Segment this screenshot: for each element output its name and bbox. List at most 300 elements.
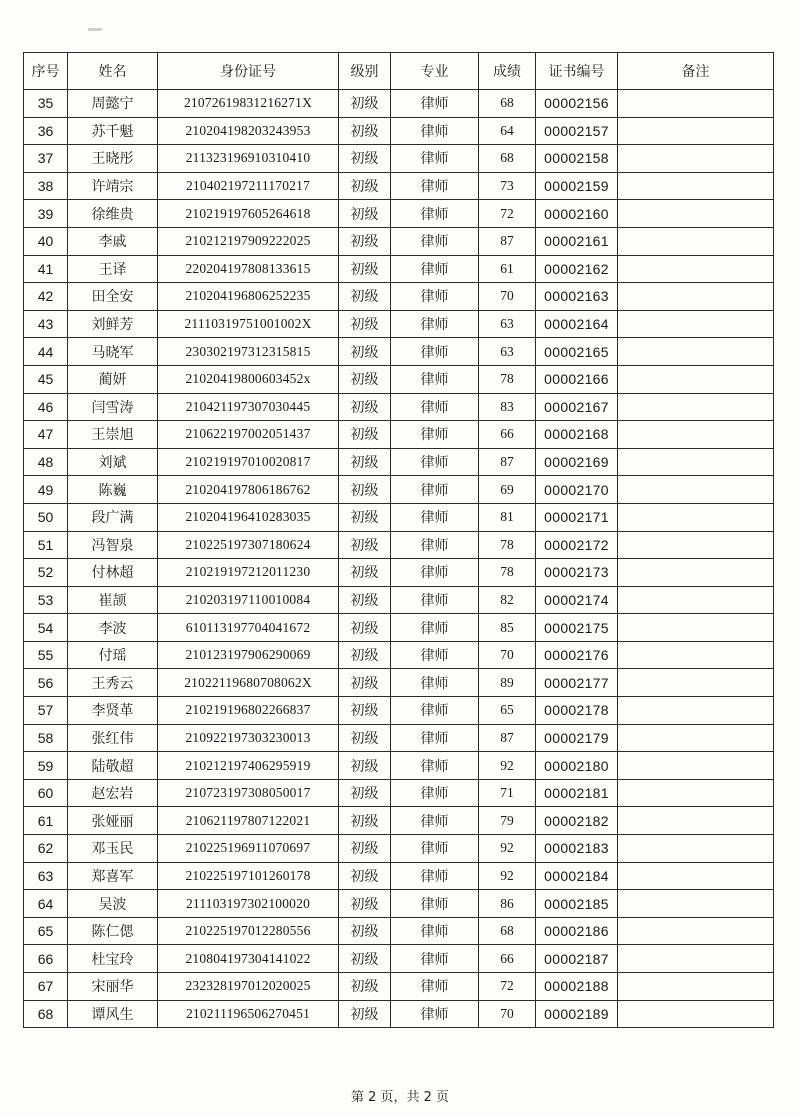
major-cell: 律师 <box>391 503 479 531</box>
table-row <box>24 172 774 200</box>
major-cell: 律师 <box>391 90 479 118</box>
remark-cell <box>618 945 774 973</box>
row-number-cell: 64 <box>24 890 68 918</box>
id-number-cell: 210225196911070697 <box>158 835 339 863</box>
major-cell: 律师 <box>391 421 479 449</box>
remark-cell <box>618 338 774 366</box>
id-number-cell: 21072619831216271X <box>158 90 339 118</box>
id-number-cell: 21022119680708062X <box>158 669 339 697</box>
major-cell: 律师 <box>391 724 479 752</box>
remark-cell <box>618 365 774 393</box>
table-row <box>24 973 774 1001</box>
row-number-cell: 53 <box>24 586 68 614</box>
score-cell: 79 <box>479 807 536 835</box>
certificate-number-cell: 00002183 <box>536 835 618 863</box>
remark-cell <box>618 117 774 145</box>
remark-cell <box>618 283 774 311</box>
row-number-cell: 67 <box>24 973 68 1001</box>
person-name-cell: 赵宏岩 <box>68 779 158 807</box>
table-row <box>24 669 774 697</box>
certificate-number-cell: 00002184 <box>536 862 618 890</box>
certificate-number-cell: 00002189 <box>536 1000 618 1028</box>
table-row <box>24 752 774 780</box>
remark-cell <box>618 724 774 752</box>
score-cell: 63 <box>479 338 536 366</box>
remark-cell <box>618 835 774 863</box>
id-number-cell: 210421197307030445 <box>158 393 339 421</box>
id-number-cell: 211323196910310410 <box>158 145 339 173</box>
table-row <box>24 200 774 228</box>
id-number-cell: 210219196802266837 <box>158 697 339 725</box>
row-number-cell: 65 <box>24 917 68 945</box>
certificate-number-cell: 00002167 <box>536 393 618 421</box>
table-row <box>24 117 774 145</box>
table-row <box>24 890 774 918</box>
remark-cell <box>618 559 774 587</box>
score-cell: 81 <box>479 503 536 531</box>
remark-cell <box>618 890 774 918</box>
certificate-number-cell: 00002172 <box>536 531 618 559</box>
person-name-cell: 王译 <box>68 255 158 283</box>
person-name-cell: 谭风生 <box>68 1000 158 1028</box>
person-name-cell: 付瑶 <box>68 641 158 669</box>
table-row <box>24 90 774 118</box>
table-row <box>24 531 774 559</box>
table-row <box>24 586 774 614</box>
score-cell: 72 <box>479 973 536 1001</box>
level-cell: 初级 <box>339 586 391 614</box>
level-cell: 初级 <box>339 338 391 366</box>
major-cell: 律师 <box>391 945 479 973</box>
remark-cell <box>618 614 774 642</box>
score-cell: 72 <box>479 200 536 228</box>
table-row <box>24 945 774 973</box>
certificate-number-cell: 00002161 <box>536 227 618 255</box>
table-row <box>24 697 774 725</box>
level-cell: 初级 <box>339 807 391 835</box>
level-cell: 初级 <box>339 559 391 587</box>
row-number-cell: 39 <box>24 200 68 228</box>
header-id-number: 身份证号 <box>158 53 339 90</box>
header-level: 级别 <box>339 53 391 90</box>
remark-cell <box>618 172 774 200</box>
scan-speck <box>88 28 102 31</box>
level-cell: 初级 <box>339 172 391 200</box>
certificate-number-cell: 00002175 <box>536 614 618 642</box>
table-row <box>24 421 774 449</box>
score-cell: 83 <box>479 393 536 421</box>
score-cell: 61 <box>479 255 536 283</box>
major-cell: 律师 <box>391 807 479 835</box>
score-cell: 65 <box>479 697 536 725</box>
level-cell: 初级 <box>339 835 391 863</box>
person-name-cell: 张娅丽 <box>68 807 158 835</box>
remark-cell <box>618 917 774 945</box>
header-remark: 备注 <box>618 53 774 90</box>
id-number-cell: 210204198203243953 <box>158 117 339 145</box>
certificate-number-cell: 00002173 <box>536 559 618 587</box>
table-row <box>24 1000 774 1028</box>
certificate-number-cell: 00002178 <box>536 697 618 725</box>
table-row <box>24 503 774 531</box>
score-cell: 68 <box>479 90 536 118</box>
level-cell: 初级 <box>339 752 391 780</box>
id-number-cell: 210225197012280556 <box>158 917 339 945</box>
remark-cell <box>618 90 774 118</box>
score-cell: 89 <box>479 669 536 697</box>
table-row <box>24 724 774 752</box>
score-cell: 87 <box>479 448 536 476</box>
certificate-number-cell: 00002179 <box>536 724 618 752</box>
person-name-cell: 王崇旭 <box>68 421 158 449</box>
remark-cell <box>618 862 774 890</box>
row-number-cell: 57 <box>24 697 68 725</box>
remark-cell <box>618 310 774 338</box>
level-cell: 初级 <box>339 255 391 283</box>
major-cell: 律师 <box>391 531 479 559</box>
remark-cell <box>618 973 774 1001</box>
id-number-cell: 210402197211170217 <box>158 172 339 200</box>
level-cell: 初级 <box>339 973 391 1001</box>
remark-cell <box>618 476 774 504</box>
certificate-number-cell: 00002158 <box>536 145 618 173</box>
level-cell: 初级 <box>339 917 391 945</box>
score-cell: 78 <box>479 365 536 393</box>
row-number-cell: 38 <box>24 172 68 200</box>
score-cell: 66 <box>479 421 536 449</box>
header-major: 专业 <box>391 53 479 90</box>
person-name-cell: 王秀云 <box>68 669 158 697</box>
remark-cell <box>618 752 774 780</box>
score-cell: 78 <box>479 559 536 587</box>
person-name-cell: 刘鲜芳 <box>68 310 158 338</box>
table-row <box>24 145 774 173</box>
id-number-cell: 230302197312315815 <box>158 338 339 366</box>
score-cell: 68 <box>479 145 536 173</box>
person-name-cell: 李波 <box>68 614 158 642</box>
score-cell: 71 <box>479 779 536 807</box>
major-cell: 律师 <box>391 669 479 697</box>
major-cell: 律师 <box>391 393 479 421</box>
id-number-cell: 210219197605264618 <box>158 200 339 228</box>
level-cell: 初级 <box>339 669 391 697</box>
certificate-number-cell: 00002170 <box>536 476 618 504</box>
table-row <box>24 365 774 393</box>
person-name-cell: 田全安 <box>68 283 158 311</box>
table-row <box>24 641 774 669</box>
certificate-number-cell: 00002181 <box>536 779 618 807</box>
level-cell: 初级 <box>339 200 391 228</box>
certificate-number-cell: 00002164 <box>536 310 618 338</box>
row-number-cell: 56 <box>24 669 68 697</box>
table-body <box>24 90 774 1028</box>
remark-cell <box>618 448 774 476</box>
major-cell: 律师 <box>391 641 479 669</box>
score-cell: 69 <box>479 476 536 504</box>
level-cell: 初级 <box>339 503 391 531</box>
header-name: 姓名 <box>68 53 158 90</box>
level-cell: 初级 <box>339 145 391 173</box>
row-number-cell: 66 <box>24 945 68 973</box>
score-cell: 66 <box>479 945 536 973</box>
row-number-cell: 58 <box>24 724 68 752</box>
id-number-cell: 210204197806186762 <box>158 476 339 504</box>
major-cell: 律师 <box>391 172 479 200</box>
row-number-cell: 44 <box>24 338 68 366</box>
table-row <box>24 835 774 863</box>
remark-cell <box>618 697 774 725</box>
certificate-number-cell: 00002165 <box>536 338 618 366</box>
level-cell: 初级 <box>339 862 391 890</box>
header-no: 序号 <box>24 53 68 90</box>
header-cert-number: 证书编号 <box>536 53 618 90</box>
id-number-cell: 210211196506270451 <box>158 1000 339 1028</box>
certificate-number-cell: 00002171 <box>536 503 618 531</box>
level-cell: 初级 <box>339 90 391 118</box>
score-cell: 73 <box>479 172 536 200</box>
score-cell: 70 <box>479 641 536 669</box>
id-number-cell: 21110319751001002X <box>158 310 339 338</box>
person-name-cell: 陈仁偲 <box>68 917 158 945</box>
id-number-cell: 210219197010020817 <box>158 448 339 476</box>
remark-cell <box>618 227 774 255</box>
person-name-cell: 郑喜军 <box>68 862 158 890</box>
table-row <box>24 559 774 587</box>
major-cell: 律师 <box>391 614 479 642</box>
person-name-cell: 李贤革 <box>68 697 158 725</box>
certificate-number-cell: 00002166 <box>536 365 618 393</box>
table-row <box>24 310 774 338</box>
id-number-cell: 210622197002051437 <box>158 421 339 449</box>
row-number-cell: 35 <box>24 90 68 118</box>
major-cell: 律师 <box>391 917 479 945</box>
certificate-number-cell: 00002174 <box>536 586 618 614</box>
person-name-cell: 宋丽华 <box>68 973 158 1001</box>
person-name-cell: 刘斌 <box>68 448 158 476</box>
row-number-cell: 50 <box>24 503 68 531</box>
table-row <box>24 338 774 366</box>
row-number-cell: 45 <box>24 365 68 393</box>
score-cell: 86 <box>479 890 536 918</box>
score-cell: 92 <box>479 835 536 863</box>
level-cell: 初级 <box>339 448 391 476</box>
row-number-cell: 40 <box>24 227 68 255</box>
id-number-cell: 210621197807122021 <box>158 807 339 835</box>
id-number-cell: 210225197101260178 <box>158 862 339 890</box>
major-cell: 律师 <box>391 779 479 807</box>
certificate-number-cell: 00002180 <box>536 752 618 780</box>
level-cell: 初级 <box>339 945 391 973</box>
person-name-cell: 闫雪涛 <box>68 393 158 421</box>
remark-cell <box>618 200 774 228</box>
person-name-cell: 冯智泉 <box>68 531 158 559</box>
person-name-cell: 李戚 <box>68 227 158 255</box>
score-cell: 68 <box>479 917 536 945</box>
score-cell: 70 <box>479 283 536 311</box>
id-number-cell: 210219197212011230 <box>158 559 339 587</box>
certificate-number-cell: 00002186 <box>536 917 618 945</box>
person-name-cell: 陈巍 <box>68 476 158 504</box>
level-cell: 初级 <box>339 614 391 642</box>
major-cell: 律师 <box>391 365 479 393</box>
remark-cell <box>618 503 774 531</box>
remark-cell <box>618 807 774 835</box>
person-name-cell: 崔颉 <box>68 586 158 614</box>
level-cell: 初级 <box>339 531 391 559</box>
certificate-number-cell: 00002187 <box>536 945 618 973</box>
major-cell: 律师 <box>391 448 479 476</box>
certificate-number-cell: 00002182 <box>536 807 618 835</box>
level-cell: 初级 <box>339 283 391 311</box>
row-number-cell: 52 <box>24 559 68 587</box>
id-number-cell: 210204196410283035 <box>158 503 339 531</box>
certificate-roster-table <box>23 52 774 1028</box>
person-name-cell: 邓玉民 <box>68 835 158 863</box>
level-cell: 初级 <box>339 476 391 504</box>
certificate-number-cell: 00002157 <box>536 117 618 145</box>
score-cell: 87 <box>479 724 536 752</box>
certificate-number-cell: 00002159 <box>536 172 618 200</box>
row-number-cell: 49 <box>24 476 68 504</box>
major-cell: 律师 <box>391 752 479 780</box>
certificate-number-cell: 00002163 <box>536 283 618 311</box>
row-number-cell: 62 <box>24 835 68 863</box>
major-cell: 律师 <box>391 117 479 145</box>
id-number-cell: 210212197909222025 <box>158 227 339 255</box>
major-cell: 律师 <box>391 1000 479 1028</box>
certificate-number-cell: 00002162 <box>536 255 618 283</box>
person-name-cell: 陆敬超 <box>68 752 158 780</box>
level-cell: 初级 <box>339 697 391 725</box>
row-number-cell: 37 <box>24 145 68 173</box>
id-number-cell: 210723197308050017 <box>158 779 339 807</box>
remark-cell <box>618 669 774 697</box>
row-number-cell: 46 <box>24 393 68 421</box>
major-cell: 律师 <box>391 973 479 1001</box>
row-number-cell: 48 <box>24 448 68 476</box>
score-cell: 78 <box>479 531 536 559</box>
level-cell: 初级 <box>339 724 391 752</box>
remark-cell <box>618 779 774 807</box>
table-row <box>24 614 774 642</box>
major-cell: 律师 <box>391 338 479 366</box>
id-number-cell: 210204196806252235 <box>158 283 339 311</box>
row-number-cell: 60 <box>24 779 68 807</box>
table-row <box>24 448 774 476</box>
level-cell: 初级 <box>339 779 391 807</box>
remark-cell <box>618 255 774 283</box>
person-name-cell: 马晓军 <box>68 338 158 366</box>
remark-cell <box>618 393 774 421</box>
table-row <box>24 779 774 807</box>
table-row <box>24 917 774 945</box>
table-header-row <box>24 53 774 90</box>
row-number-cell: 43 <box>24 310 68 338</box>
row-number-cell: 36 <box>24 117 68 145</box>
remark-cell <box>618 1000 774 1028</box>
major-cell: 律师 <box>391 145 479 173</box>
person-name-cell: 王晓彤 <box>68 145 158 173</box>
score-cell: 70 <box>479 1000 536 1028</box>
score-cell: 82 <box>479 586 536 614</box>
remark-cell <box>618 421 774 449</box>
id-number-cell: 232328197012020025 <box>158 973 339 1001</box>
table-row <box>24 227 774 255</box>
person-name-cell: 张红伟 <box>68 724 158 752</box>
major-cell: 律师 <box>391 255 479 283</box>
major-cell: 律师 <box>391 890 479 918</box>
certificate-number-cell: 00002169 <box>536 448 618 476</box>
certificate-number-cell: 00002185 <box>536 890 618 918</box>
id-number-cell: 211103197302100020 <box>158 890 339 918</box>
certificate-number-cell: 00002168 <box>536 421 618 449</box>
row-number-cell: 47 <box>24 421 68 449</box>
level-cell: 初级 <box>339 1000 391 1028</box>
level-cell: 初级 <box>339 393 391 421</box>
table-row <box>24 393 774 421</box>
level-cell: 初级 <box>339 421 391 449</box>
major-cell: 律师 <box>391 835 479 863</box>
remark-cell <box>618 641 774 669</box>
person-name-cell: 吴波 <box>68 890 158 918</box>
remark-cell <box>618 531 774 559</box>
score-cell: 63 <box>479 310 536 338</box>
table-row <box>24 255 774 283</box>
major-cell: 律师 <box>391 697 479 725</box>
level-cell: 初级 <box>339 890 391 918</box>
person-name-cell: 付林超 <box>68 559 158 587</box>
major-cell: 律师 <box>391 227 479 255</box>
id-number-cell: 210804197304141022 <box>158 945 339 973</box>
row-number-cell: 68 <box>24 1000 68 1028</box>
id-number-cell: 210212197406295919 <box>158 752 339 780</box>
header-score: 成绩 <box>479 53 536 90</box>
certificate-number-cell: 00002188 <box>536 973 618 1001</box>
level-cell: 初级 <box>339 227 391 255</box>
person-name-cell: 徐维贵 <box>68 200 158 228</box>
major-cell: 律师 <box>391 283 479 311</box>
table-row <box>24 807 774 835</box>
certificate-number-cell: 00002176 <box>536 641 618 669</box>
row-number-cell: 55 <box>24 641 68 669</box>
person-name-cell: 许靖宗 <box>68 172 158 200</box>
page-footer: 第 2 页，共 2 页 <box>350 1090 450 1105</box>
major-cell: 律师 <box>391 476 479 504</box>
id-number-cell: 610113197704041672 <box>158 614 339 642</box>
table-row <box>24 476 774 504</box>
level-cell: 初级 <box>339 117 391 145</box>
id-number-cell: 21020419800603452x <box>158 365 339 393</box>
id-number-cell: 210123197906290069 <box>158 641 339 669</box>
row-number-cell: 61 <box>24 807 68 835</box>
major-cell: 律师 <box>391 586 479 614</box>
row-number-cell: 54 <box>24 614 68 642</box>
major-cell: 律师 <box>391 200 479 228</box>
remark-cell <box>618 145 774 173</box>
row-number-cell: 42 <box>24 283 68 311</box>
person-name-cell: 蔺妍 <box>68 365 158 393</box>
remark-cell <box>618 586 774 614</box>
score-cell: 64 <box>479 117 536 145</box>
certificate-number-cell: 00002160 <box>536 200 618 228</box>
id-number-cell: 210203197110010084 <box>158 586 339 614</box>
score-cell: 92 <box>479 862 536 890</box>
major-cell: 律师 <box>391 310 479 338</box>
score-cell: 87 <box>479 227 536 255</box>
score-cell: 85 <box>479 614 536 642</box>
table-row <box>24 862 774 890</box>
table-row <box>24 283 774 311</box>
